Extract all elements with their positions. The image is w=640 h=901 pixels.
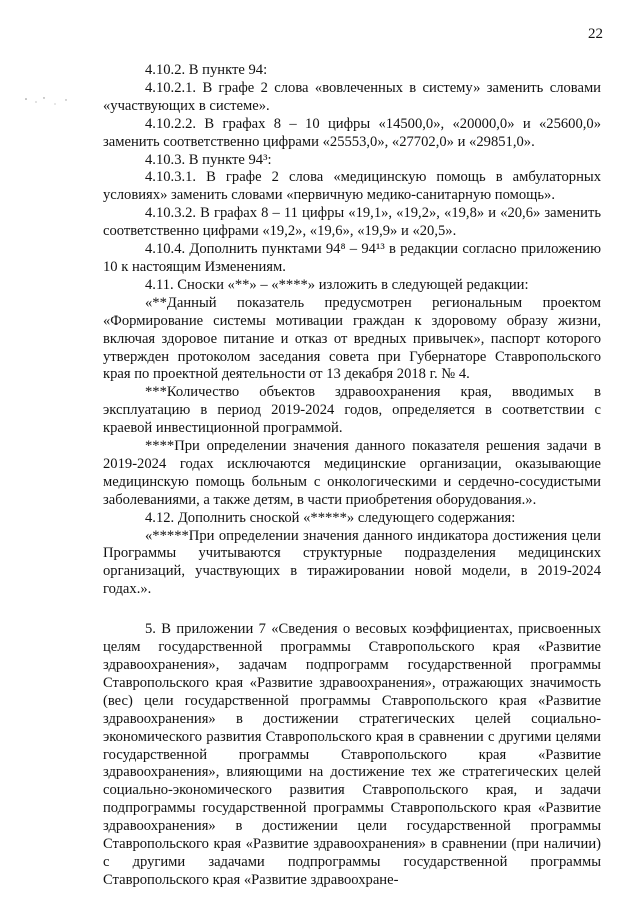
document-body: [103, 62, 601, 890]
paragraph-4-10-3-2: 4.10.3.2. В графах 8 – 11 цифры «19,1», «19,2», «19,8» и «20,6» заменить соответственно цифрами «19,2», «19,6», «19,9» и «20,5».: [103, 205, 601, 240]
paragraph-5: 5. В приложении 7 «Сведения о весовых коэффициентах, присвоенных целям государственной программы Ставропольского края «Развитие здравоохранения», задачам подпрограмм государственной программы Ставропольского края «Развитие здравоохранения», отражающих значимость (вес) цели государственной программы Ставропольского края «Развитие здравоохранения» в достижении стратегических целей социально-экономического развития Ставропольского края в сравнении с другими целями государственной программы Ставропольского края «Развитие здравоохранения», влияющими на достижение тех же стратегических целей социально-экономического развития Ставропольского края, и задачи подпрограммы государственной программы Ставропольского края «Развитие здравоохранения» в достижении цели государственной программы Ставропольского края «Развитие здравоохранения» в сравнении (при наличии) с другими задачами подпрограммы государственной программы Ставропольского края «Развитие здравоохране-: [103, 621, 601, 888]
footnote-2-asterisks: «**Данный показатель предусмотрен региональным проектом «Формирование системы мотивации граждан к здоровому образу жизни, включая здоровое питание и отказ от вредных привычек», паспорт которого утвержден протоколом заседания совета при Губернаторе Ставропольского края по проектной деятельности от 13 декабря 2018 г. № 4.: [103, 294, 601, 383]
page-number: 22: [588, 26, 603, 42]
paragraph-4-10-2-1: 4.10.2.1. В графе 2 слова «вовлеченных в систему» заменить словами «участвующих в системе».: [103, 79, 601, 114]
footnote-3-asterisks: ***Количество объектов здравоохранения края, вводимых в эксплуатацию в период 2019-2024 годов, определяется в соответствии с краевой инвестиционной программой.: [103, 384, 601, 437]
paragraph-4-10-2-2: 4.10.2.2. В графах 8 – 10 цифры «14500,0», «20000,0» и «25600,0» заменить соответственно цифрами «25553,0», «27702,0» и «29851,0».: [103, 115, 601, 150]
footnote-4-asterisks: ****При определении значения данного показателя решения задачи в 2019-2024 годах исключаются медицинские организации, оказывающие медицинскую помощь больным с онкологическими и сердечно-сосудистыми заболеваниями, а также детям, в части приобретения оборудования.».: [103, 438, 601, 508]
paragraph-4-10-2: 4.10.2. В пункте 94:: [145, 62, 268, 78]
paragraph-4-10-4: 4.10.4. Дополнить пунктами 94⁸ – 94¹³ в редакции согласно приложению 10 к настоящим Изменениям.: [103, 241, 601, 275]
paragraph-4-11: 4.11. Сноски «**» – «****» изложить в следующей редакции:: [145, 276, 529, 293]
paragraph-4-10-3: 4.10.3. В пункте 94³:: [145, 151, 272, 168]
paragraph-4-12: 4.12. Дополнить сноской «*****» следующего содержания:: [145, 509, 516, 526]
footnote-5-asterisks: «*****При определении значения данного индикатора достижения цели Программы учитываются структурные подразделения медицинских организаций, участвующих в тиражировании новой модели, в 2019-2024 годах.».: [103, 527, 601, 598]
paragraph-4-10-3-1: 4.10.3.1. В графе 2 слова «медицинскую помощь в амбулаторных условиях» заменить словами «первичную медико-санитарную помощь».: [103, 169, 601, 204]
scan-noise-marks: [22, 96, 72, 108]
